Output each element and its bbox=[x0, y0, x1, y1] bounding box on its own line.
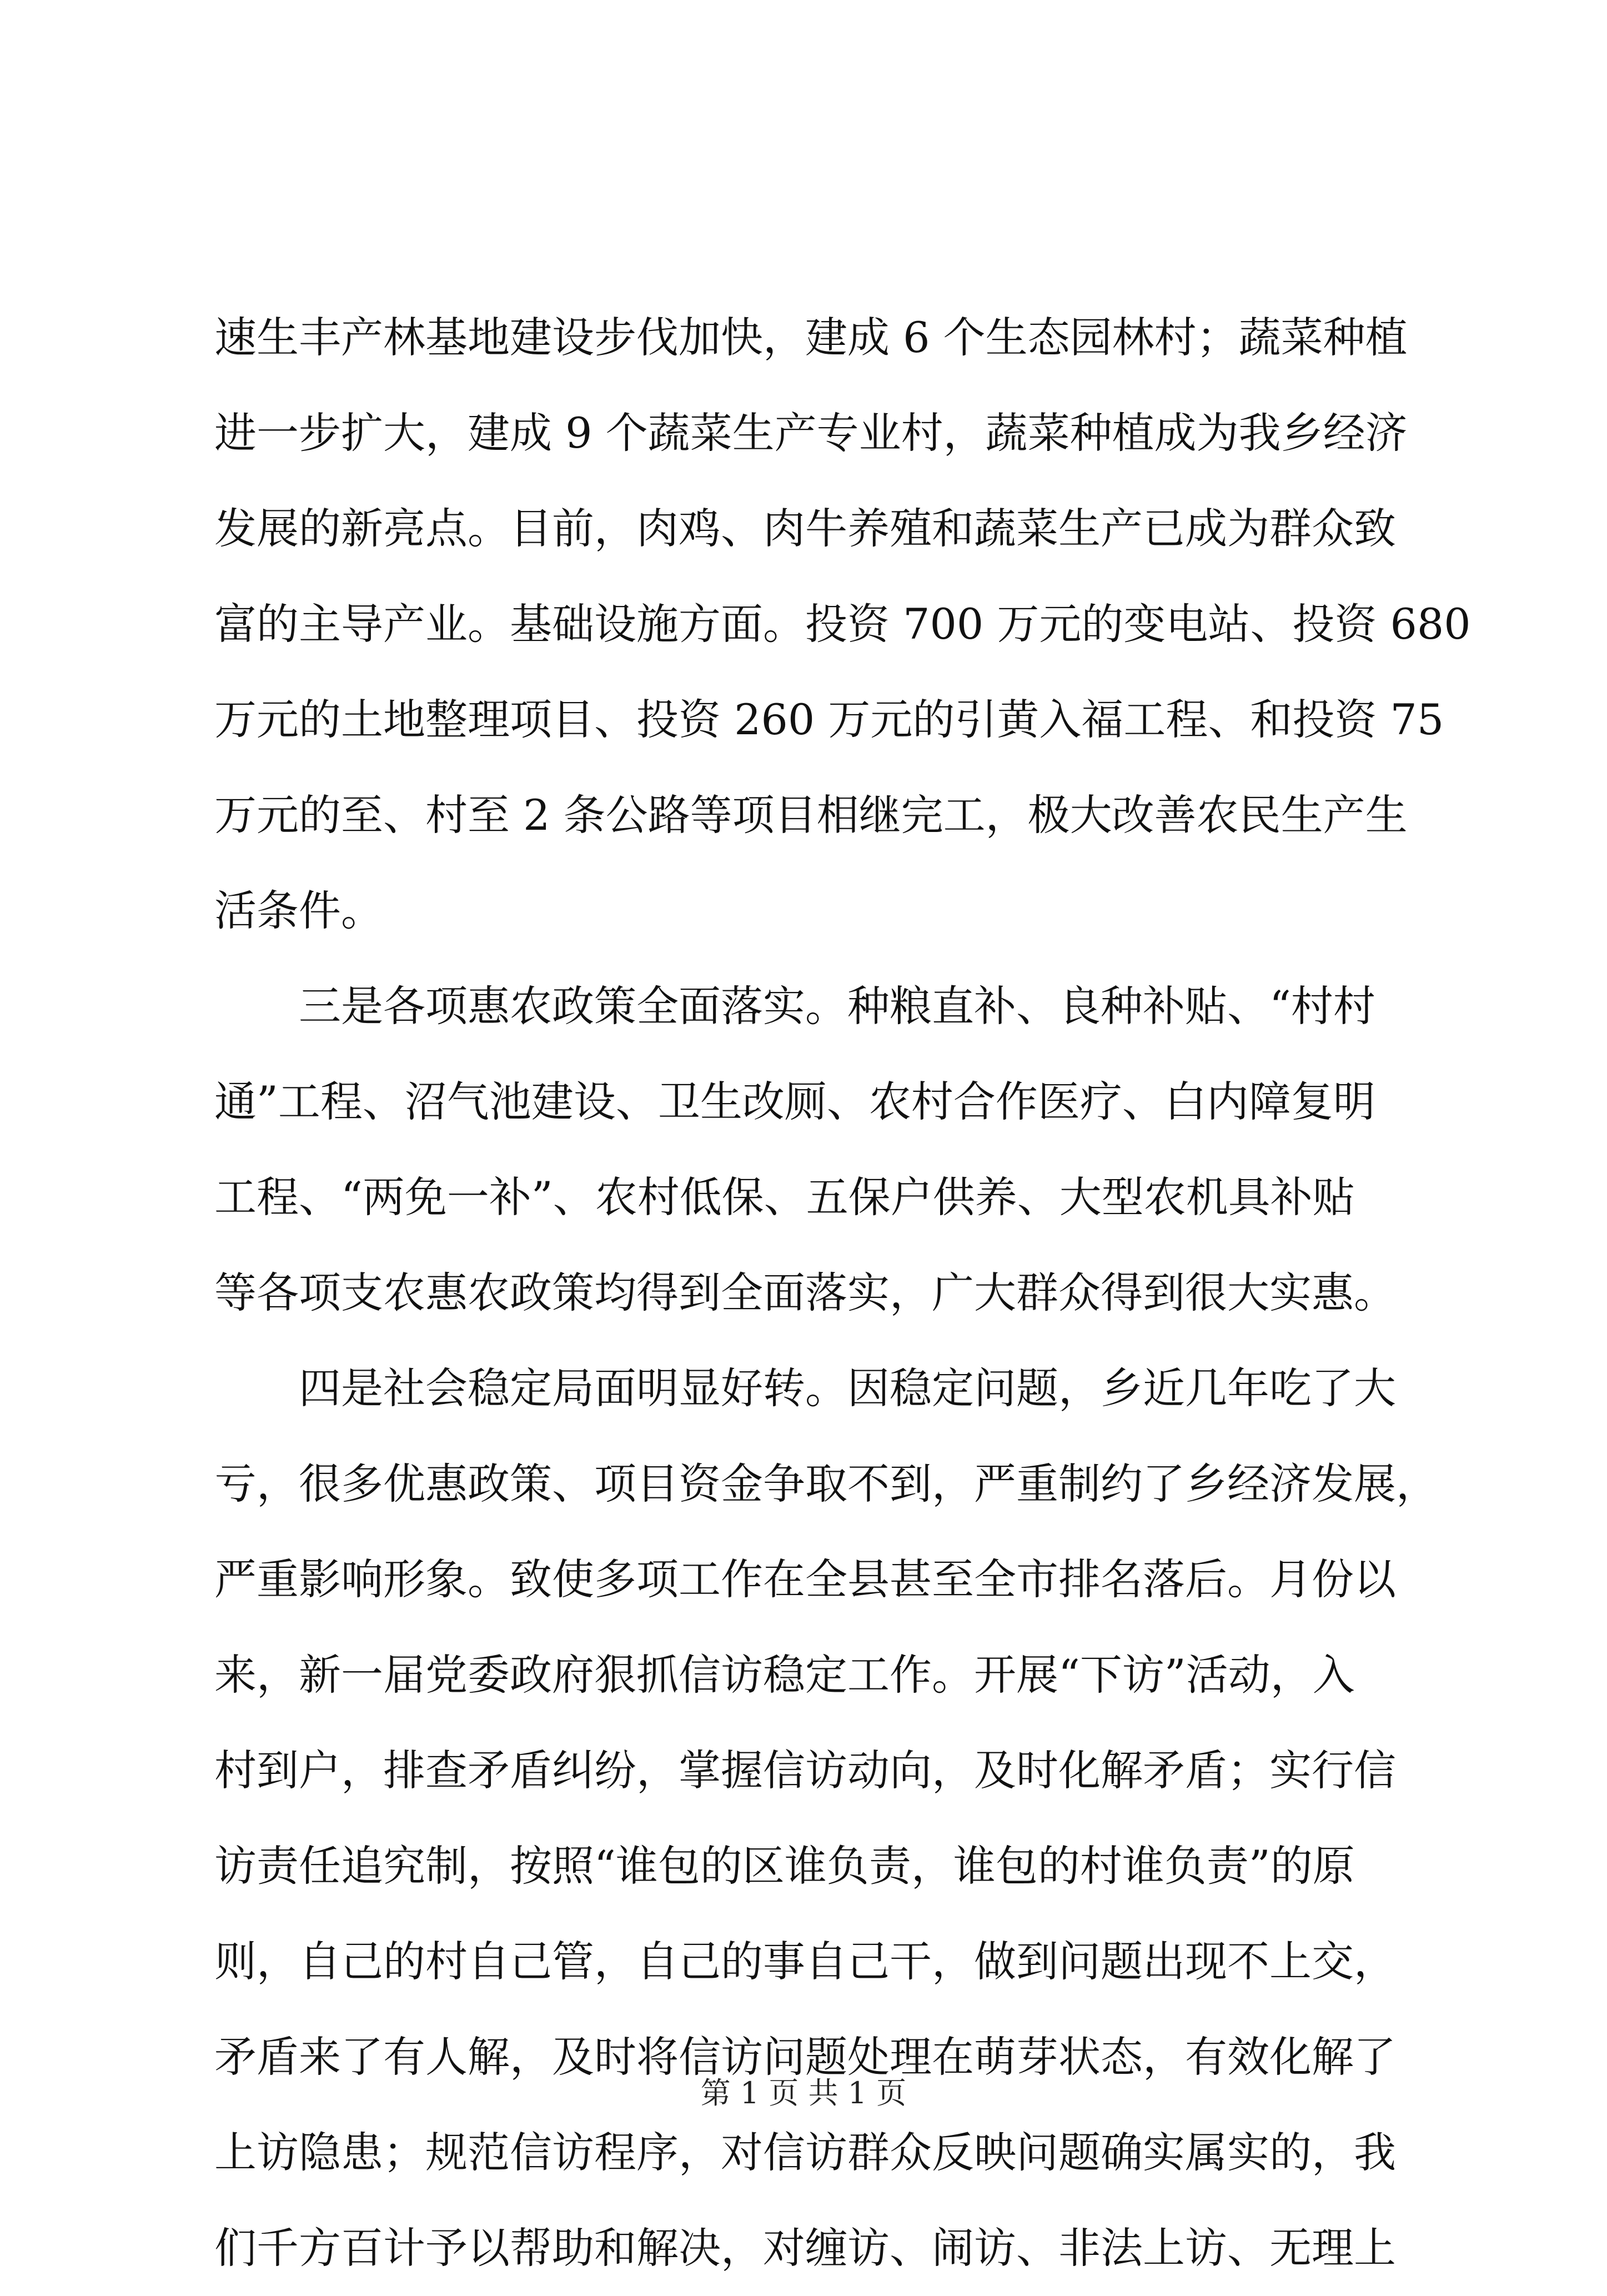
document-body bbox=[214, 290, 1471, 2296]
page-number: 第 1 页 共 1 页 bbox=[700, 2076, 907, 2110]
text-line: 进一步扩大，建成 9 个蔬菜生产专业村，蔬菜种植成为我乡经济 bbox=[214, 408, 1408, 458]
text-line: 万元的至、村至 2 条公路等项目相继完工，极大改善农民生产生 bbox=[214, 790, 1408, 840]
text-line: 工程、“两免一补”、农村低保、五保户供养、大型农机具补贴 bbox=[214, 1172, 1355, 1222]
text-line: 万元的土地整理项目、投资 260 万元的引黄入福工程、和投资 75 bbox=[214, 695, 1444, 744]
text-line: 们千方百计予以帮助和解决，对缠访、闹访、非法上访、无理上 bbox=[214, 2223, 1396, 2273]
text-line: 活条件。 bbox=[214, 886, 383, 935]
text-line: 速生丰产林基地建设步伐加快，建成 6 个生态园林村；蔬菜种植 bbox=[214, 313, 1408, 362]
text-line: 等各项支农惠农政策均得到全面落实，广大群众得到很大实惠。 bbox=[214, 1268, 1396, 1317]
text-line: 发展的新亮点。目前，肉鸡、肉牛养殖和蔬菜生产已成为群众致 bbox=[214, 504, 1396, 553]
text-line: 访责任追究制，按照“谁包的区谁负责，谁包的村谁负责”的原 bbox=[214, 1841, 1355, 1891]
paragraph-start-line: 三是各项惠农政策全面落实。种粮直补、良种补贴、“村村 bbox=[299, 981, 1375, 1031]
text-line: 严重影响形象。致使多项工作在全县甚至全市排名落后。月份以 bbox=[214, 1555, 1396, 1604]
text-line: 通”工程、沼气池建设、卫生改厕、农村合作医疗、白内障复明 bbox=[214, 1077, 1375, 1126]
text-line: 村到户，排查矛盾纠纷，掌握信访动向，及时化解矛盾；实行信 bbox=[214, 1746, 1396, 1795]
text-line: 富的主导产业。基础设施方面。投资 700 万元的变电站、投资 680 bbox=[214, 599, 1471, 649]
text-line: 来，新一届党委政府狠抓信访稳定工作。开展“下访”活动，入 bbox=[214, 1650, 1355, 1700]
text-line: 上访隐患；规范信访程序，对信访群众反映问题确实属实的，我 bbox=[214, 2128, 1396, 2177]
text-line: 则，自己的村自己管，自己的事自己干，做到问题出现不上交， bbox=[214, 1937, 1396, 1986]
page-footer bbox=[0, 2074, 1607, 2113]
text-line: 亏，很多优惠政策、项目资金争取不到，严重制约了乡经济发展， bbox=[214, 1459, 1438, 1508]
paragraph-start-line: 四是社会稳定局面明显好转。因稳定问题，乡近几年吃了大 bbox=[299, 1363, 1396, 1413]
text-line: 矛盾来了有人解，及时将信访问题处理在萌芽状态，有效化解了 bbox=[214, 2032, 1396, 2082]
